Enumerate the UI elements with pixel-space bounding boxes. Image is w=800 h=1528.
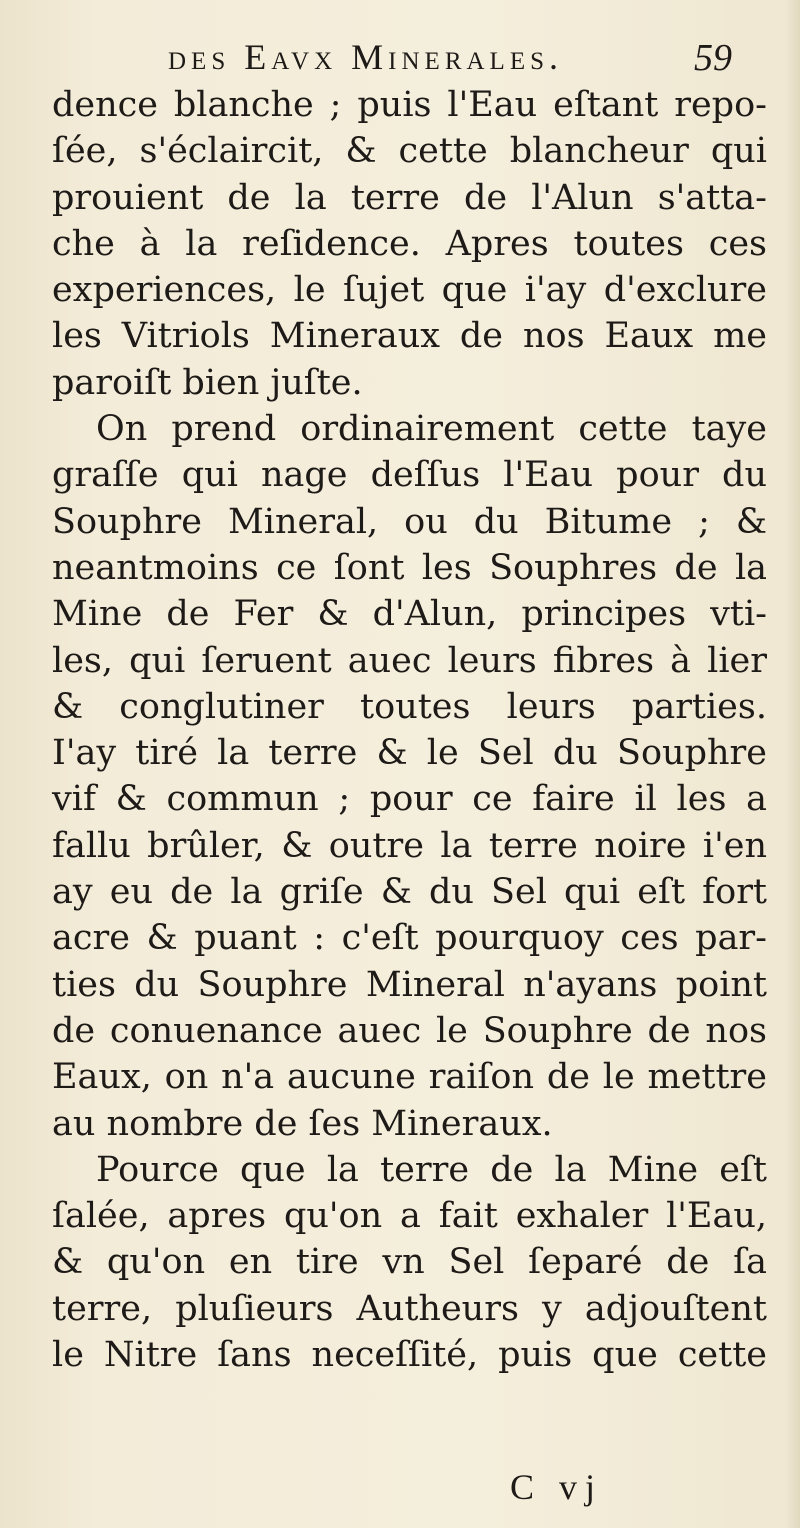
page-header <box>0 32 800 82</box>
text-line: Eaux, on n'a aucune raiſon de le mettre <box>52 1057 767 1098</box>
text-line: les Vitriols Mineraux de nos Eaux me <box>52 316 767 357</box>
text-line: de conuenance auec le Souphre de nos <box>52 1010 767 1051</box>
paragraph-start-line: Pource que la terre de la Mine eſt <box>96 1149 767 1190</box>
text-line: les, qui ſeruent auec leurs fibres à lier <box>52 640 767 681</box>
text-line: & qu'on en tire vn Sel ſeparé de ſa <box>52 1242 767 1283</box>
text-line: prouient de la terre de l'Alun s'atta- <box>52 177 767 218</box>
text-line: Mine de Fer & d'Alun, principes vti- <box>52 594 767 635</box>
text-line: ſalée, apres qu'on a fait exhaler l'Eau, <box>52 1196 767 1237</box>
text-line: ſée, s'éclaircit, & cette blancheur qui <box>52 131 767 172</box>
text-line: che à la reſidence. Apres toutes ces <box>52 223 767 264</box>
signature-mark: C vj <box>510 1467 604 1507</box>
text-line: ties du Souphre Mineral n'ayans point <box>52 964 767 1005</box>
text-line: Souphre Mineral, ou du Bitume ; & <box>52 501 767 542</box>
text-line: experiences, le ſujet que i'ay d'exclure <box>52 270 767 311</box>
text-line: terre, pluſieurs Autheurs y adjouſtent <box>52 1288 767 1329</box>
text-line: neantmoins ce ſont les Souphres de la <box>52 547 767 588</box>
text-line: le Nitre ſans neceſſité, puis que cette <box>52 1335 767 1376</box>
text-line: au nombre de ſes Mineraux. <box>52 1103 553 1144</box>
text-line: fallu brûler, & outre la terre noire i'en <box>52 825 767 866</box>
text-line: dence blanche ; puis l'Eau eſtant repo- <box>52 85 767 125</box>
page-edge-shadow <box>786 0 800 1528</box>
running-head: des Eavx Minerales. <box>168 37 563 77</box>
text-line: paroiſt bien juſte. <box>52 362 363 403</box>
text-line: I'ay tiré la terre & le Sel du Souphre <box>52 733 767 774</box>
text-line: graſſe qui nage deſſus l'Eau pour du <box>52 455 767 496</box>
text-line: acre & puant : c'eſt pourquoy ces par- <box>52 918 767 959</box>
text-line: ay eu de la griſe & du Sel qui eſt fort <box>52 872 767 913</box>
text-line: & conglutiner toutes leurs parties. <box>52 686 767 727</box>
body-text <box>52 82 767 1378</box>
paragraph-start-line: On prend ordinairement cette taye <box>96 409 767 450</box>
page-number: 59 <box>694 37 732 79</box>
text-line: vif & commun ; pour ce faire il les a <box>52 779 767 820</box>
